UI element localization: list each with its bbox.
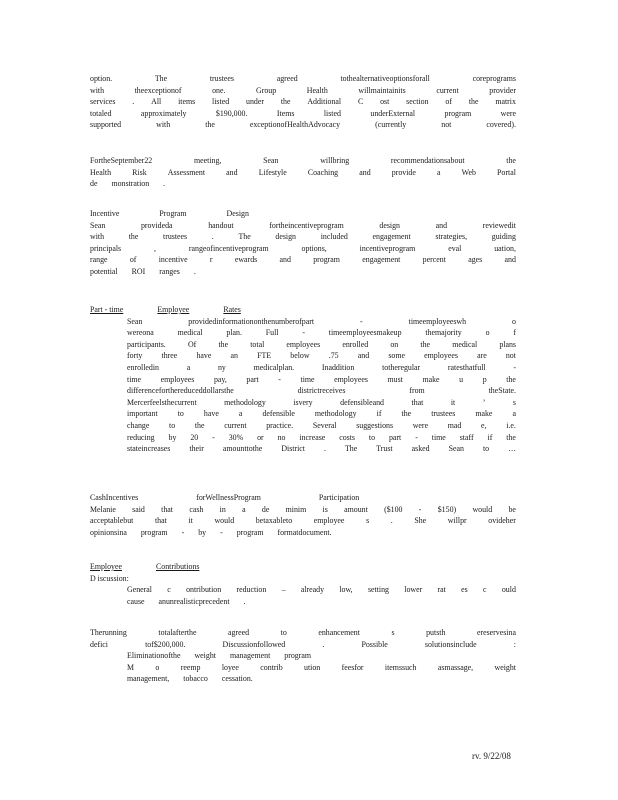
text-line: stateincreases their amounttothe District . The Trust asked Sean to … — [127, 444, 516, 454]
text-line: Health Risk Assessment and Lifestyle Coaching and provide a Web Portal — [90, 167, 516, 177]
text-line: opinionsina program - by - program formatdocument. — [90, 527, 332, 537]
text-line: option. The trustees agreed tothealternativeoptionsforall coreprograms — [90, 74, 516, 83]
bullet-square-icon — [110, 650, 118, 662]
text-line: range of incentive r ewards and program engagement percent ages and — [90, 255, 516, 265]
solution-bullet-2 — [90, 662, 516, 685]
text-line: supported with the exceptionofHealthAdvocacy (currently not covered). — [90, 120, 516, 130]
text-line: Sean providedinformationonthenumberofpart - timeemployeeswh o — [127, 316, 516, 326]
part-time-bullet — [90, 316, 516, 455]
bullet-square-icon — [110, 584, 118, 596]
text-line: with theexceptionof one. Group Health willmaintainits current provider — [90, 85, 516, 95]
text-line: management, tobacco cessation. — [127, 674, 253, 684]
text-line: M o reemp loyee contrib ution feesfor itemssuch asmassage, weight — [127, 662, 516, 672]
text-line: General c ontribution reduction – already low, setting lower rat es c ould — [127, 585, 516, 595]
text-line: forty three have an FTE below .75 and some employees are not — [127, 351, 516, 361]
text-line: Therunning totalafterthe agreed to enhancement s putsth ereservesina — [90, 628, 516, 637]
text-line: wereona medical plan. Full - timeemployeesmakeup themajority o f — [127, 328, 516, 338]
employee-contributions-section — [90, 561, 516, 607]
text-line: reducing by 20 - 30% or no increase costs to part - time staff if the — [127, 432, 516, 442]
september-paragraph — [90, 155, 516, 190]
text-line: acceptablebut that it would betaxableto employee s . She willpr ovideher — [90, 516, 516, 526]
text-line: time employees pay, part - time employees must make u p the — [127, 374, 516, 384]
running-total-section — [90, 627, 516, 685]
part-time-heading: Part - time Employee Rates — [90, 305, 241, 314]
incentive-section — [90, 208, 516, 278]
text-line: with the trustees . The design included engagement strategies, guiding — [90, 232, 516, 242]
text-line: Sean provideda handout fortheincentiveprogram design and reviewedit — [90, 220, 516, 230]
contribution-bullet — [90, 584, 516, 607]
incentive-heading: Incentive Program Design — [90, 209, 249, 218]
text-line: FortheSeptember22 meeting, Sean willbring recommendationsabout the — [90, 156, 516, 165]
text-line: cause anunrealisticprecedent . — [127, 596, 246, 606]
text-line: principals , rangeofincentiveprogram options, incentiveprogram eval uation, — [90, 243, 516, 253]
part-time-section — [90, 304, 516, 455]
cash-incentives-section — [90, 492, 516, 538]
bullet-square-icon — [110, 316, 118, 328]
discussion-label: D iscussion: — [90, 573, 129, 583]
text-line: differenceforthereduceddollarsthe districtreceives from theState. — [127, 386, 516, 396]
revision-footer: rv. 9/22/08 — [472, 751, 511, 761]
text-line: totaled approximately $190,000. Items listed underExternal program were — [90, 108, 516, 118]
text-line: de monstration . — [90, 179, 166, 189]
employee-contributions-heading: Employee Contributions — [90, 562, 200, 571]
text-line: Mercerfeelsthecurrent methodology isvery defensibleand that it ’ s — [127, 397, 516, 407]
text-line: potential ROI ranges . — [90, 266, 196, 276]
text-line: services . All items listed under the Additional C ost section of the matrix — [90, 97, 516, 107]
text-line: defici tof$200,000. Discussionfollowed . Possible solutionsinclude : — [90, 639, 516, 649]
text-line: Melanie said that cash in a de minim is amount ($100 - $150) would be — [90, 504, 516, 514]
intro-paragraph — [90, 73, 516, 131]
text-line: Eliminationofthe weight management program — [127, 651, 312, 661]
text-line: change to the current practice. Several suggestions were mad e, i.e. — [127, 420, 516, 430]
solution-bullet-1 — [90, 650, 516, 662]
bullet-square-icon — [110, 662, 118, 674]
cash-incentives-heading: CashIncentives forWellnessProgram Participation — [90, 493, 360, 502]
text-line: important to have a defensible methodology if the trustees make a — [127, 409, 516, 419]
text-line: participants. Of the total employees enrolled on the medical plans — [127, 339, 516, 349]
text-line: enrolledin a ny medicalplan. Inaddition totheregular ratesthatfull - — [127, 362, 516, 372]
